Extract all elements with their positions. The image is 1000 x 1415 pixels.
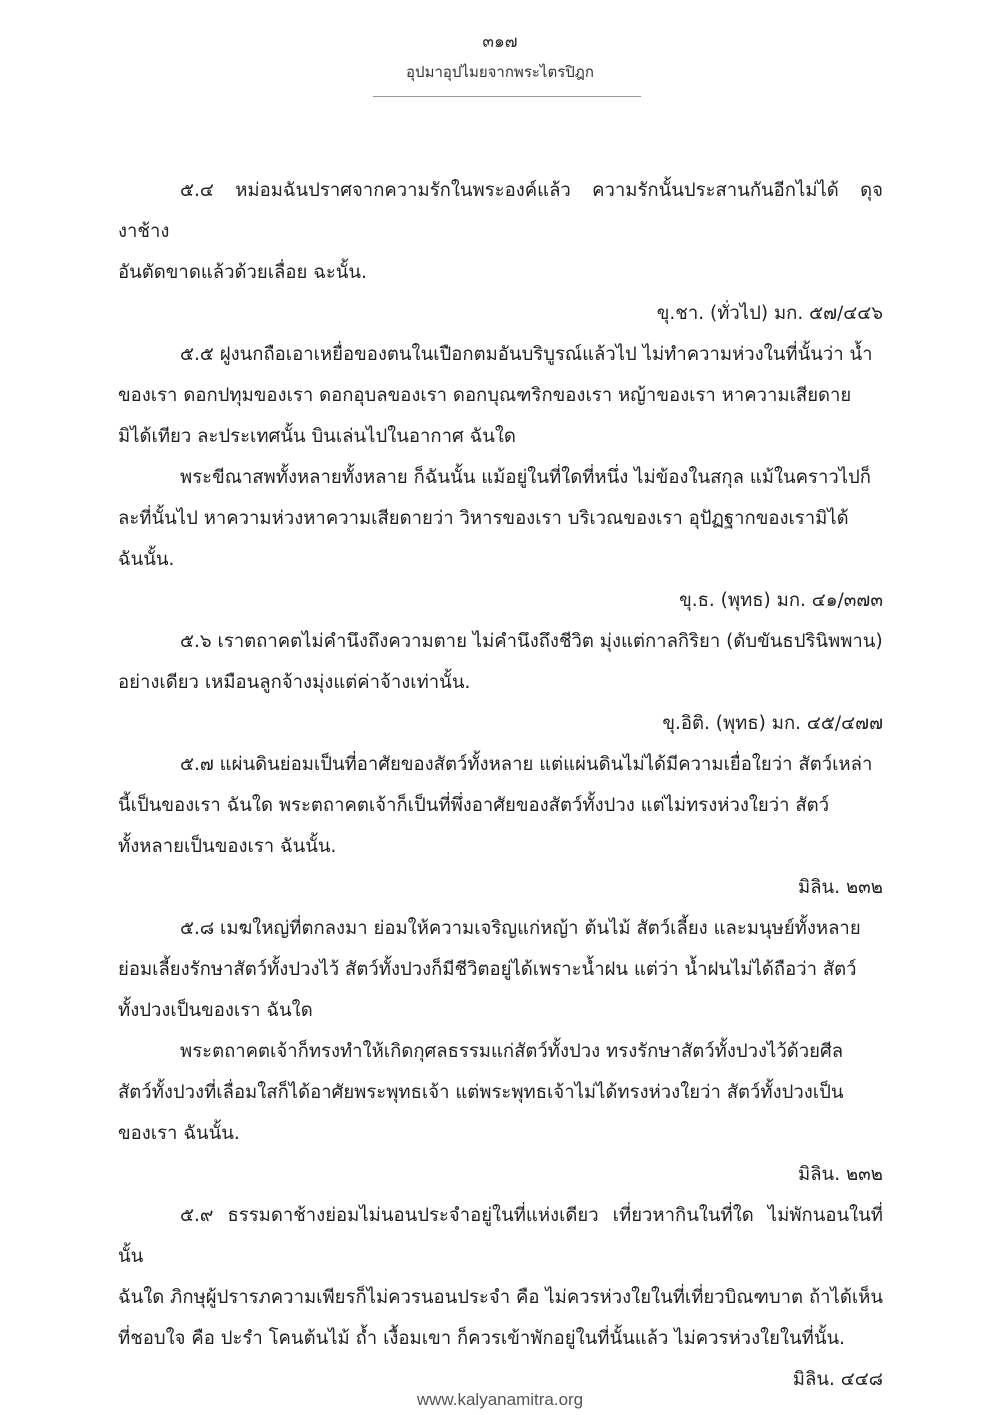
text-line: ทั้งหลายเป็นของเรา ฉันนั้น. xyxy=(118,836,337,857)
text-line: ทั้งปวงเป็นของเรา ฉันใด xyxy=(118,1000,313,1021)
text-line: ๕.๘ เมฆใหญ่ที่ตกลงมา ย่อมให้ความเจริญแก่หญ้า ต้นไม้ สัตว์เลี้ยง และมนุษย์ทั้งหลาย xyxy=(180,918,861,939)
source-reference: ขุ.ธ. (พุทธ) มก. ๔๑/๓๗๓ xyxy=(679,590,883,611)
text-line: ละที่นั้นไป หาความห่วงหาความเสียดายว่า วิหารของเรา บริเวณของเรา อุปัฏฐากของเรามิได้ xyxy=(118,508,849,529)
simile-entry xyxy=(118,621,883,744)
text-line: พระตถาคตเจ้าก็ทรงทำให้เกิดกุศลธรรมแก่สัตว์ทั้งปวง ทรงรักษาสัตว์ทั้งปวงไว้ด้วยศีล xyxy=(180,1041,844,1062)
paragraph xyxy=(118,621,883,703)
text-line: ของเรา ดอกปทุมของเรา ดอกอุบลของเรา ดอกบุณฑริกของเรา หญ้าของเรา หาความเสียดาย xyxy=(118,385,852,406)
footer-website: www.kalyanamitra.org xyxy=(416,1390,584,1409)
page-body xyxy=(118,170,883,1400)
simile-entry xyxy=(118,334,883,621)
text-line: ของเรา ฉันนั้น. xyxy=(118,1123,240,1144)
simile-entry xyxy=(118,170,883,334)
paragraph xyxy=(118,457,883,580)
text-line: นี้เป็นของเรา ฉันใด พระตถาคตเจ้าก็เป็นที่พึ่งอาศัยของสัตว์ทั้งปวง แต่ไม่ทรงห่วงใยว่า สัตว์ xyxy=(118,795,830,816)
text-line: ๕.๕ ฝูงนกถือเอาเหยื่อของตนในเปือกตมอันบริบูรณ์แล้วไป ไม่ทำความห่วงในที่นั้นว่า น้ำ xyxy=(180,344,873,365)
source-reference: มิลิน. ๒๓๒ xyxy=(798,1164,883,1185)
text-line: ฉันนั้น. xyxy=(118,549,175,570)
text-line: ๕.๖ เราตถาคตไม่คำนึงถึงความตาย ไม่คำนึงถึงชีวิต มุ่งแต่กาลกิริยา (ดับขันธปรินิพพาน) xyxy=(180,631,883,652)
paragraph xyxy=(118,744,883,867)
header-divider xyxy=(373,96,641,97)
text-line: สัตว์ทั้งปวงที่เลื่อมใสก็ได้อาศัยพระพุทธเจ้า แต่พระพุทธเจ้าไม่ได้ทรงห่วงใยว่า สัตว์ทั้งปวงเป็น xyxy=(118,1082,844,1103)
simile-entry xyxy=(118,908,883,1195)
source-reference: มิลิน. ๔๔๘ xyxy=(792,1369,883,1390)
paragraph xyxy=(118,170,883,293)
paragraph xyxy=(118,1195,883,1359)
book-title: อุปมาอุปไมยจากพระไตรปิฎก xyxy=(406,63,594,81)
paragraph xyxy=(118,334,883,457)
source-reference: ขุ.ชา. (ทั่วไป) มก. ๕๗/๔๔๖ xyxy=(656,303,883,324)
text-line: อย่างเดียว เหมือนลูกจ้างมุ่งแต่ค่าจ้างเท่านั้น. xyxy=(118,672,471,693)
page-number: ๓๑๗ xyxy=(482,32,518,52)
text-line: ฉันใด ภิกษุผู้ปรารภความเพียรก็ไม่ควรนอนประจำ คือ ไม่ควรห่วงใยในที่เที่ยวบิณฑบาต ถ้าได้เห็น xyxy=(118,1287,884,1308)
simile-entry xyxy=(118,1195,883,1400)
simile-entry xyxy=(118,744,883,908)
text-line: ๕.๗ แผ่นดินย่อมเป็นที่อาศัยของสัตว์ทั้งหลาย แต่แผ่นดินไม่ได้มีความเยื่อใยว่า สัตว์เหล่า xyxy=(180,754,873,775)
text-line: ๕.๔ หม่อมฉันปราศจากความรักในพระองค์แล้ว ความรักนั้นประสานกันอีกไม่ได้ ดุจงาช้าง xyxy=(118,180,883,242)
text-line: พระขีณาสพทั้งหลายทั้งหลาย ก็ฉันนั้น แม้อยู่ในที่ใดที่หนึ่ง ไม่ข้องในสกุล แม้ในคราวไปก็ xyxy=(180,467,871,488)
page-header xyxy=(0,30,1000,83)
text-line: ที่ชอบใจ คือ ปะรำ โคนต้นไม้ ถ้ำ เงื้อมเขา ก็ควรเข้าพักอยู่ในที่นั้นแล้ว ไม่ควรห่วงใยในที่นั้น. xyxy=(118,1328,846,1349)
paragraph xyxy=(118,908,883,1031)
text-line: ๕.๙ ธรรมดาช้างย่อมไม่นอนประจำอยู่ในที่แห่งเดียว เที่ยวหากินในที่ใด ไม่พักนอนในที่นั้น xyxy=(118,1205,883,1267)
text-line: อันตัดขาดแล้วด้วยเลื่อย ฉะนั้น. xyxy=(118,262,367,283)
source-reference: ขุ.อิติ. (พุทธ) มก. ๔๕/๔๗๗ xyxy=(662,713,883,734)
paragraph xyxy=(118,1031,883,1154)
source-reference: มิลิน. ๒๓๒ xyxy=(798,877,883,898)
text-line: มิได้เทียว ละประเทศนั้น บินเล่นไปในอากาศ ฉันใด xyxy=(118,426,516,447)
text-line: ย่อมเลี้ยงรักษาสัตว์ทั้งปวงไว้ สัตว์ทั้งปวงก็มีชีวิตอยู่ได้เพราะน้ำฝน แต่ว่า น้ำฝนไม่ได้ถือว่า สัตว์ xyxy=(118,959,857,980)
